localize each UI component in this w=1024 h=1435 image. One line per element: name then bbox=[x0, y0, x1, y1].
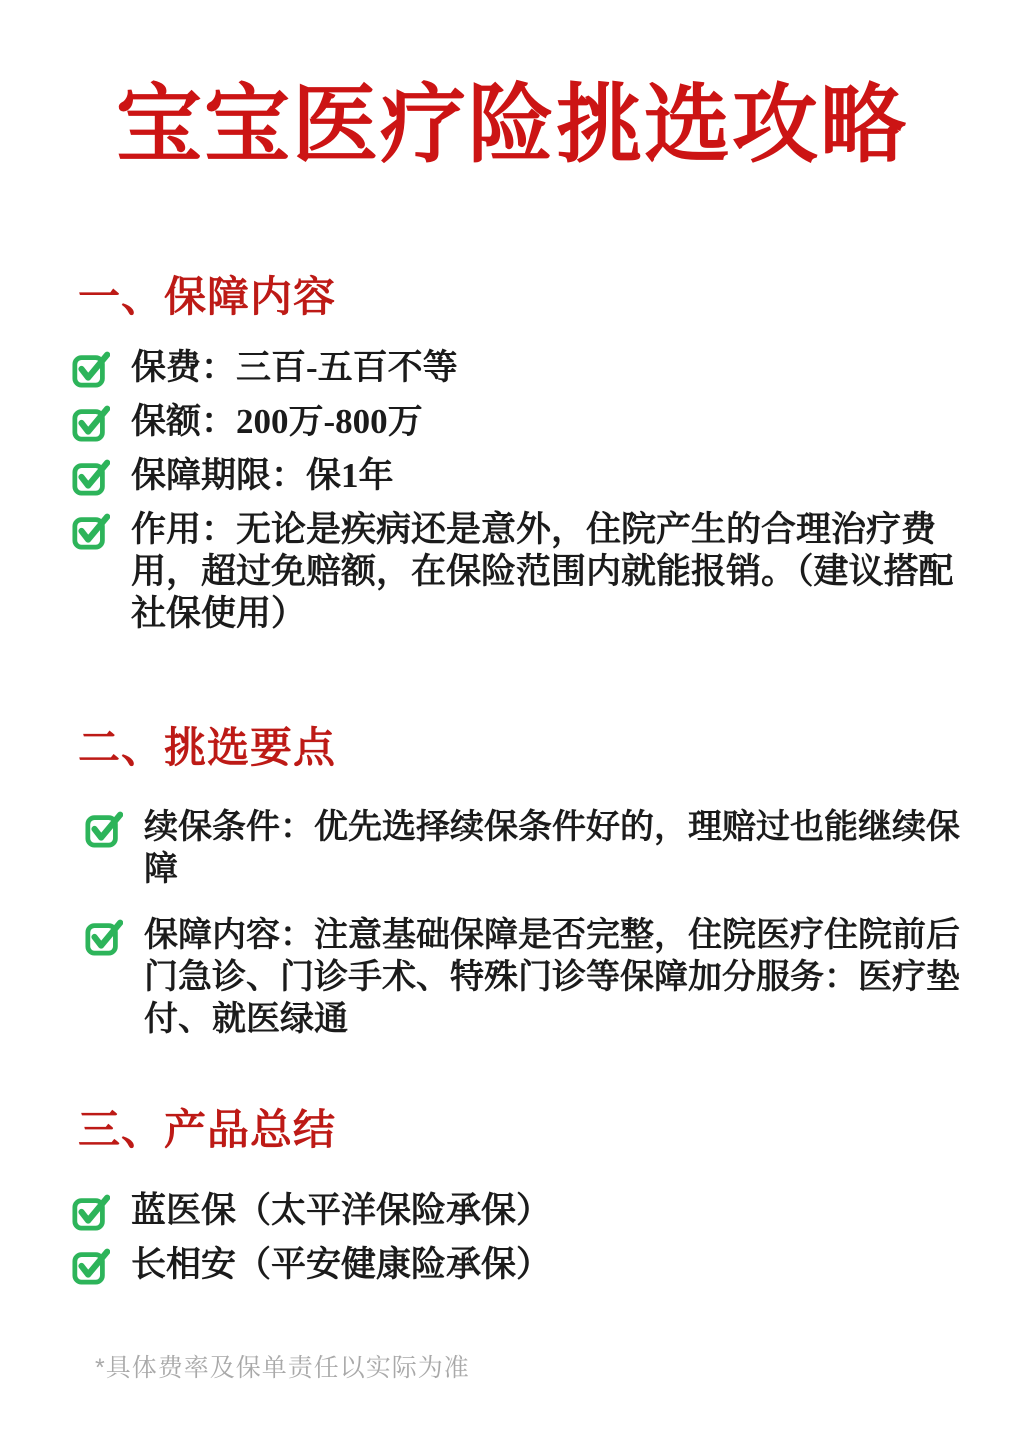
checklist bbox=[60, 347, 964, 635]
checkbox-check-icon bbox=[72, 348, 110, 390]
list-item bbox=[60, 509, 964, 635]
list-item bbox=[73, 915, 964, 1041]
checkbox-check-icon bbox=[85, 808, 123, 850]
list-item-text: 续保条件：优先选择续保条件好的，理赔过也能继续保障 bbox=[144, 809, 960, 889]
list-item-text: 保障内容：注意基础保障是否完整，住院医疗住院前后门急诊、门诊手术、特殊门诊等保障加分服务：医疗垫付、就医绿通 bbox=[144, 917, 960, 1039]
list-item bbox=[60, 1244, 964, 1286]
checkbox-check-icon bbox=[85, 916, 123, 958]
list-item-text: 保费：三百-五百不等 bbox=[131, 348, 458, 388]
section-heading: 二、挑选要点 bbox=[78, 726, 337, 773]
list-item-text: 长相安（平安健康险承保） bbox=[131, 1244, 552, 1284]
checklist bbox=[60, 1190, 964, 1286]
page-title: 宝宝医疗险挑选攻略 bbox=[116, 77, 908, 173]
disclaimer-note: *具体费率及保单责任以实际为准 bbox=[95, 1354, 470, 1382]
list-item bbox=[60, 455, 964, 497]
checklist bbox=[73, 807, 964, 1041]
section-heading: 一、保障内容 bbox=[78, 274, 337, 321]
list-item-text: 保障期限：保1年 bbox=[131, 456, 394, 496]
checkbox-check-icon bbox=[72, 456, 110, 498]
section-selection-points bbox=[60, 725, 964, 1041]
list-item bbox=[73, 807, 964, 891]
list-item-text: 蓝医保（太平洋保险承保） bbox=[131, 1190, 552, 1230]
list-item bbox=[60, 347, 964, 389]
insurance-guide-poster bbox=[0, 70, 1024, 1435]
checkbox-check-icon bbox=[72, 402, 110, 444]
section-heading: 三、产品总结 bbox=[78, 1108, 337, 1155]
section-product-summary bbox=[60, 1107, 964, 1285]
section-coverage-content bbox=[60, 274, 964, 635]
checkbox-check-icon bbox=[72, 1191, 110, 1233]
list-item bbox=[60, 1190, 964, 1232]
list-item bbox=[60, 401, 964, 443]
list-item-text: 保额：200万-800万 bbox=[131, 402, 423, 442]
checkbox-check-icon bbox=[72, 1245, 110, 1287]
list-item-text: 作用：无论是疾病还是意外，住院产生的合理治疗费用，超过免赔额，在保险范围内就能报销。（建议搭配社保使用） bbox=[131, 510, 954, 634]
checkbox-check-icon bbox=[72, 510, 110, 552]
